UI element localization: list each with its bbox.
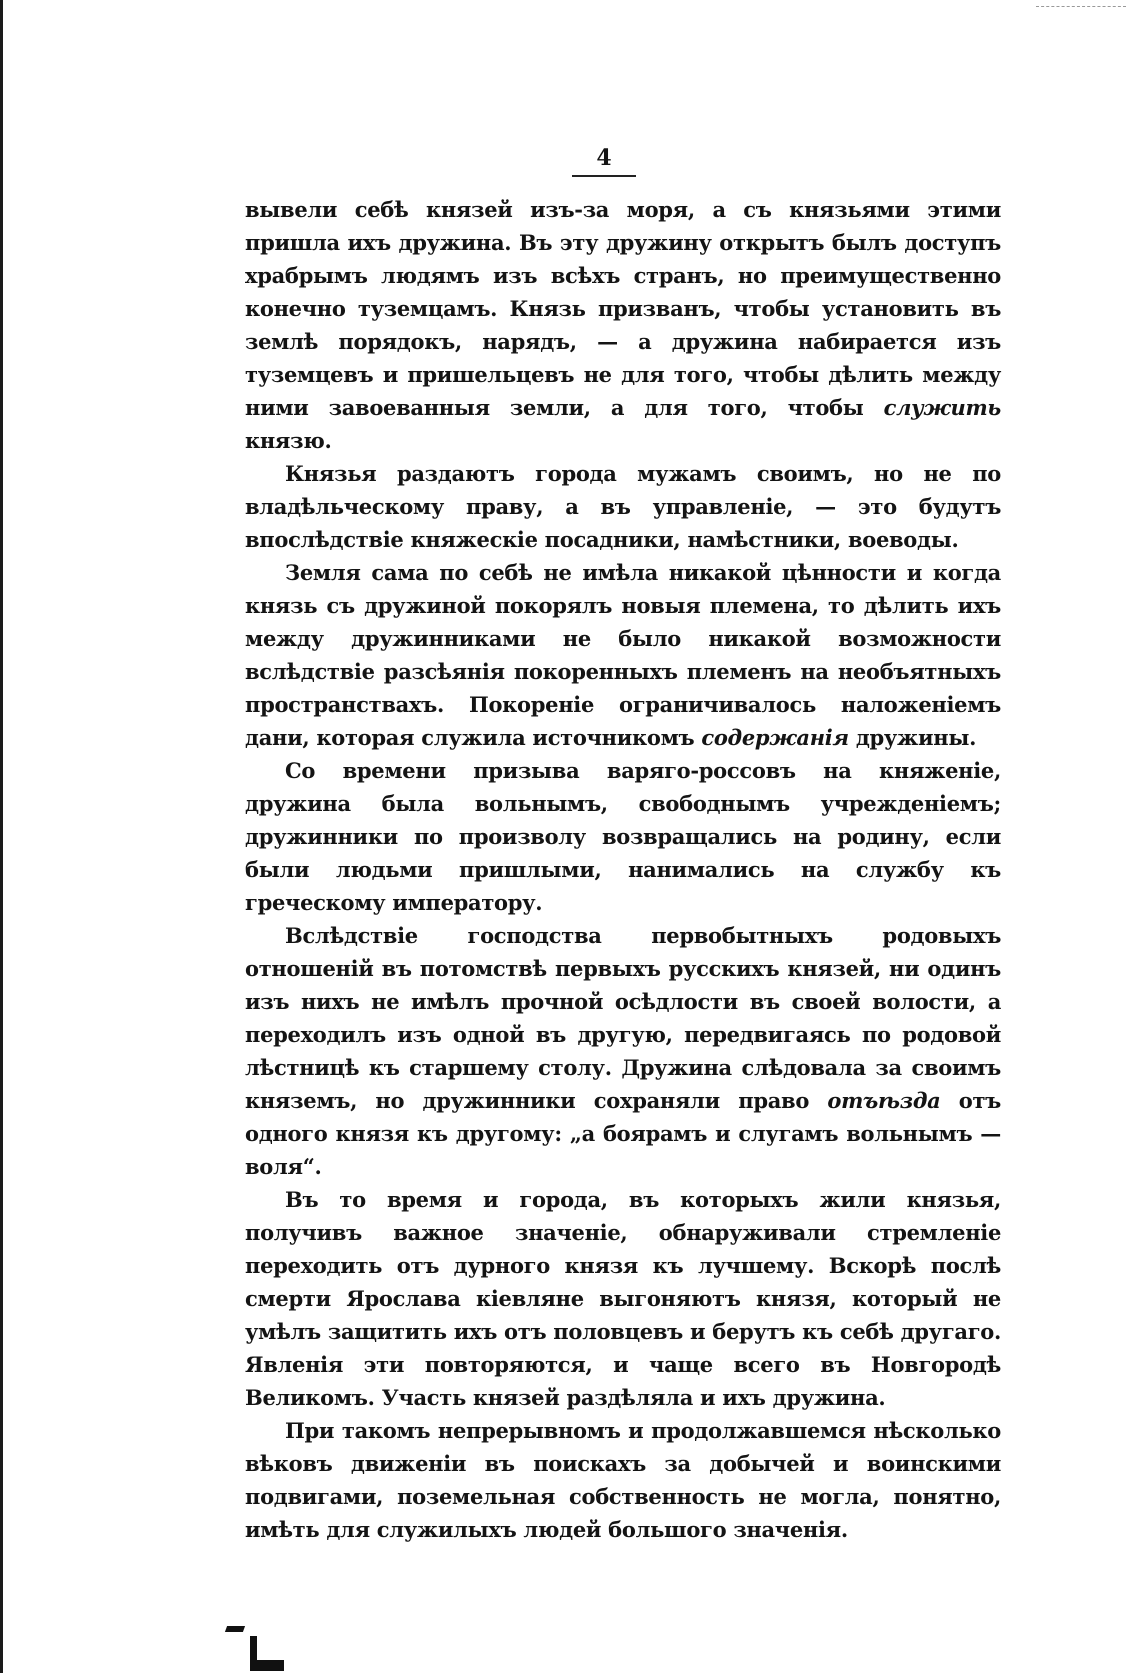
paragraph [245,754,1001,919]
body-text [245,193,1001,1546]
italic-text-segment: служить [883,395,1001,420]
page-edge-rule [0,0,3,1673]
scan-corner-mark [1036,6,1126,8]
paragraph [245,193,1001,457]
italic-text-segment: отъѣзда [827,1088,941,1113]
text-segment: Князья раздаютъ города мужамъ своимъ, но не по владѣльческому праву, а въ управленіе, — это будутъ впослѣдствіе княжескіе посадники, намѣстники, воеводы. [245,461,1001,552]
paragraph [245,1183,1001,1414]
text-segment: вывели себѣ князей изъ-за моря, а съ князьями этими пришла ихъ дружина. Въ эту дружину открытъ былъ доступъ храбрымъ людямъ изъ всѣхъ странъ, но преимущественно конечно туземцамъ. Князь призванъ, чтобы установить въ землѣ порядокъ, нарядъ, — а дружина набирается изъ туземцевъ и пришельцевъ не для того, чтобы дѣлить между ними завоеванныя земли, а для того, чтобы [245,197,1001,420]
italic-text-segment: содержанія [701,725,849,750]
page-number: 4 [596,145,612,171]
paragraph [245,919,1001,1183]
scan-artifact-mark [250,1660,284,1671]
text-segment: Земля сама по себѣ не имѣла никакой цѣнности и когда князь съ дружиной покорялъ новыя племена, то дѣлить ихъ между дружинниками не было никакой возможности вслѣдствіе разсѣянія покоренныхъ племенъ на необъятныхъ пространствахъ. Покореніе ограничивалось наложеніемъ дани, которая служила источникомъ [245,560,1001,750]
text-segment: отъ одного князя къ другому: „а боярамъ и слугамъ вольнымъ — воля“. [245,1088,1001,1179]
text-segment: При такомъ непрерывномъ и продолжавшемся нѣсколько вѣковъ движеніи въ поискахъ за добычей и воинскими подвигами, поземельная собственность не могла, понятно, имѣть для служилыхъ людей большого значенія. [245,1418,1001,1542]
text-segment: Со времени призыва варяго-россовъ на княженіе, дружина была вольнымъ, свободнымъ учрежденіемъ; дружинники по произволу возвращались на родину, если были людьми пришлыми, нанимались на службу къ греческому императору. [245,758,1001,915]
text-segment: князю. [245,428,332,453]
paragraph [245,457,1001,556]
text-segment: дружины. [848,725,977,750]
text-segment: Вслѣдствіе господства первобытныхъ родовыхъ отношеній въ потомствѣ первыхъ русскихъ князей, ни одинъ изъ нихъ не имѣлъ прочной осѣдлости въ своей волости, а переходилъ изъ одной въ другую, передвигаясь по родовой лѣстницѣ къ старшему столу. Дружина слѣдовала за своимъ княземъ, но дружинники сохраняли право [245,923,1001,1113]
scan-artifact-mark [225,1626,245,1632]
paragraph [245,1414,1001,1546]
page-number-rule [572,175,636,177]
paragraph [245,556,1001,754]
text-segment: Въ то время и города, въ которыхъ жили князья, получивъ важное значеніе, обнаруживали стремленіе переходить отъ дурного князя къ лучшему. Вскорѣ послѣ смерти Ярослава кіевляне выгоняютъ князя, который не умѣлъ защитить ихъ отъ половцевъ и берутъ къ себѣ другаго. Явленія эти повторяются, и чаще всего въ Новгородѣ Великомъ. Участь князей раздѣляла и ихъ дружина. [245,1187,1001,1410]
